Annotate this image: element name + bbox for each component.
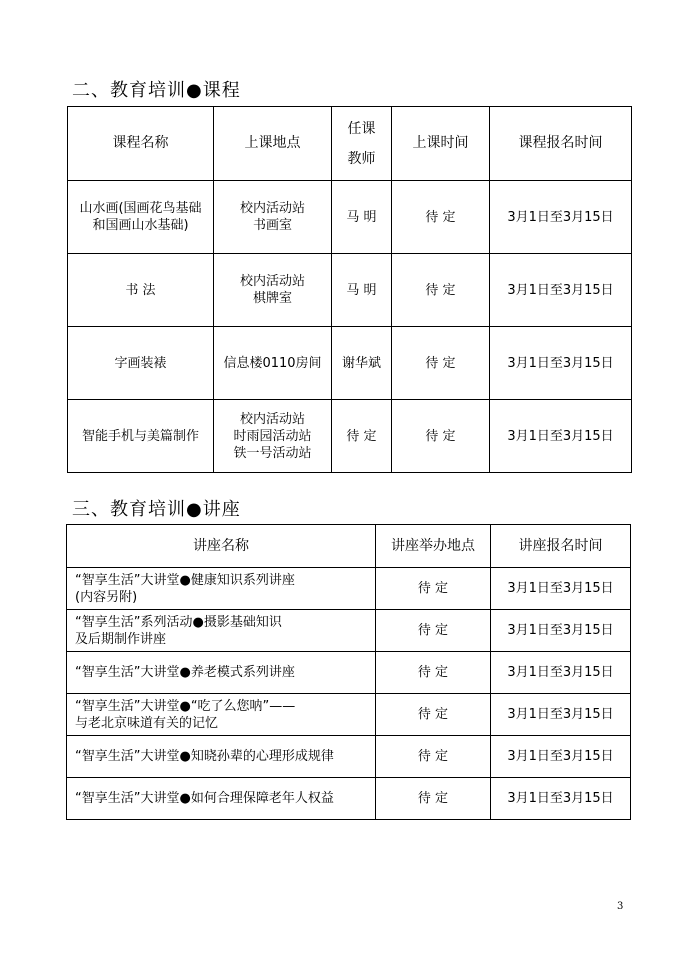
course-teacher: 谢华斌 [332,327,392,400]
course-signup: 3月1日至3月15日 [490,181,632,254]
header-lecture-signup: 讲座报名时间 [491,525,631,568]
course-name: 字画装裱 [68,327,214,400]
lectures-header-row [67,525,631,568]
lecture-location: 待 定 [376,568,491,610]
header-lecture-name: 讲座名称 [67,525,376,568]
page-number: 3 [617,901,624,912]
course-teacher: 待 定 [332,400,392,473]
course-row [68,181,632,254]
course-time: 待 定 [392,254,490,327]
course-signup: 3月1日至3月15日 [490,327,632,400]
course-location: 校内活动站 书画室 [214,181,332,254]
courses-header-row [68,107,632,181]
course-time: 待 定 [392,400,490,473]
header-course-teacher: 任课 教师 [332,107,392,181]
course-name: 书 法 [68,254,214,327]
header-course-signup: 课程报名时间 [490,107,632,181]
course-time: 待 定 [392,181,490,254]
lecture-signup: 3月1日至3月15日 [491,652,631,694]
lecture-signup: 3月1日至3月15日 [491,610,631,652]
courses-table [67,106,632,473]
lecture-signup: 3月1日至3月15日 [491,736,631,778]
lecture-name: “智享生活”系列活动●摄影基础知识 及后期制作讲座 [67,610,376,652]
lecture-location: 待 定 [376,652,491,694]
lecture-name: “智享生活”大讲堂●知晓孙辈的心理形成规律 [67,736,376,778]
course-location: 信息楼0110房间 [214,327,332,400]
lecture-name: “智享生活”大讲堂●养老模式系列讲座 [67,652,376,694]
header-course-location: 上课地点 [214,107,332,181]
lecture-row [67,694,631,736]
lecture-row [67,652,631,694]
header-course-name: 课程名称 [68,107,214,181]
header-course-time: 上课时间 [392,107,490,181]
lecture-signup: 3月1日至3月15日 [491,694,631,736]
course-location: 校内活动站 棋牌室 [214,254,332,327]
lectures-table [66,524,631,820]
section-title-courses: 二、教育培训●课程 [72,80,241,101]
lecture-name: “智享生活”大讲堂●如何合理保障老年人权益 [67,778,376,820]
course-row [68,400,632,473]
course-row [68,327,632,400]
header-lecture-location: 讲座举办地点 [376,525,491,568]
lecture-name: “智享生活”大讲堂●健康知识系列讲座 (内容另附) [67,568,376,610]
course-name: 智能手机与美篇制作 [68,400,214,473]
lecture-row [67,736,631,778]
lecture-row [67,568,631,610]
lecture-row [67,610,631,652]
lecture-location: 待 定 [376,736,491,778]
lecture-location: 待 定 [376,610,491,652]
lecture-row [67,778,631,820]
lecture-name: “智享生活”大讲堂●“吃了么您呐”—— 与老北京味道有关的记忆 [67,694,376,736]
lecture-location: 待 定 [376,778,491,820]
section-title-lectures: 三、教育培训●讲座 [72,499,241,520]
course-signup: 3月1日至3月15日 [490,400,632,473]
course-row [68,254,632,327]
lecture-signup: 3月1日至3月15日 [491,568,631,610]
course-teacher: 马 明 [332,254,392,327]
lecture-location: 待 定 [376,694,491,736]
course-location: 校内活动站 时雨园活动站 铁一号活动站 [214,400,332,473]
lecture-signup: 3月1日至3月15日 [491,778,631,820]
course-name: 山水画(国画花鸟基础 和国画山水基础) [68,181,214,254]
course-teacher: 马 明 [332,181,392,254]
course-signup: 3月1日至3月15日 [490,254,632,327]
course-time: 待 定 [392,327,490,400]
